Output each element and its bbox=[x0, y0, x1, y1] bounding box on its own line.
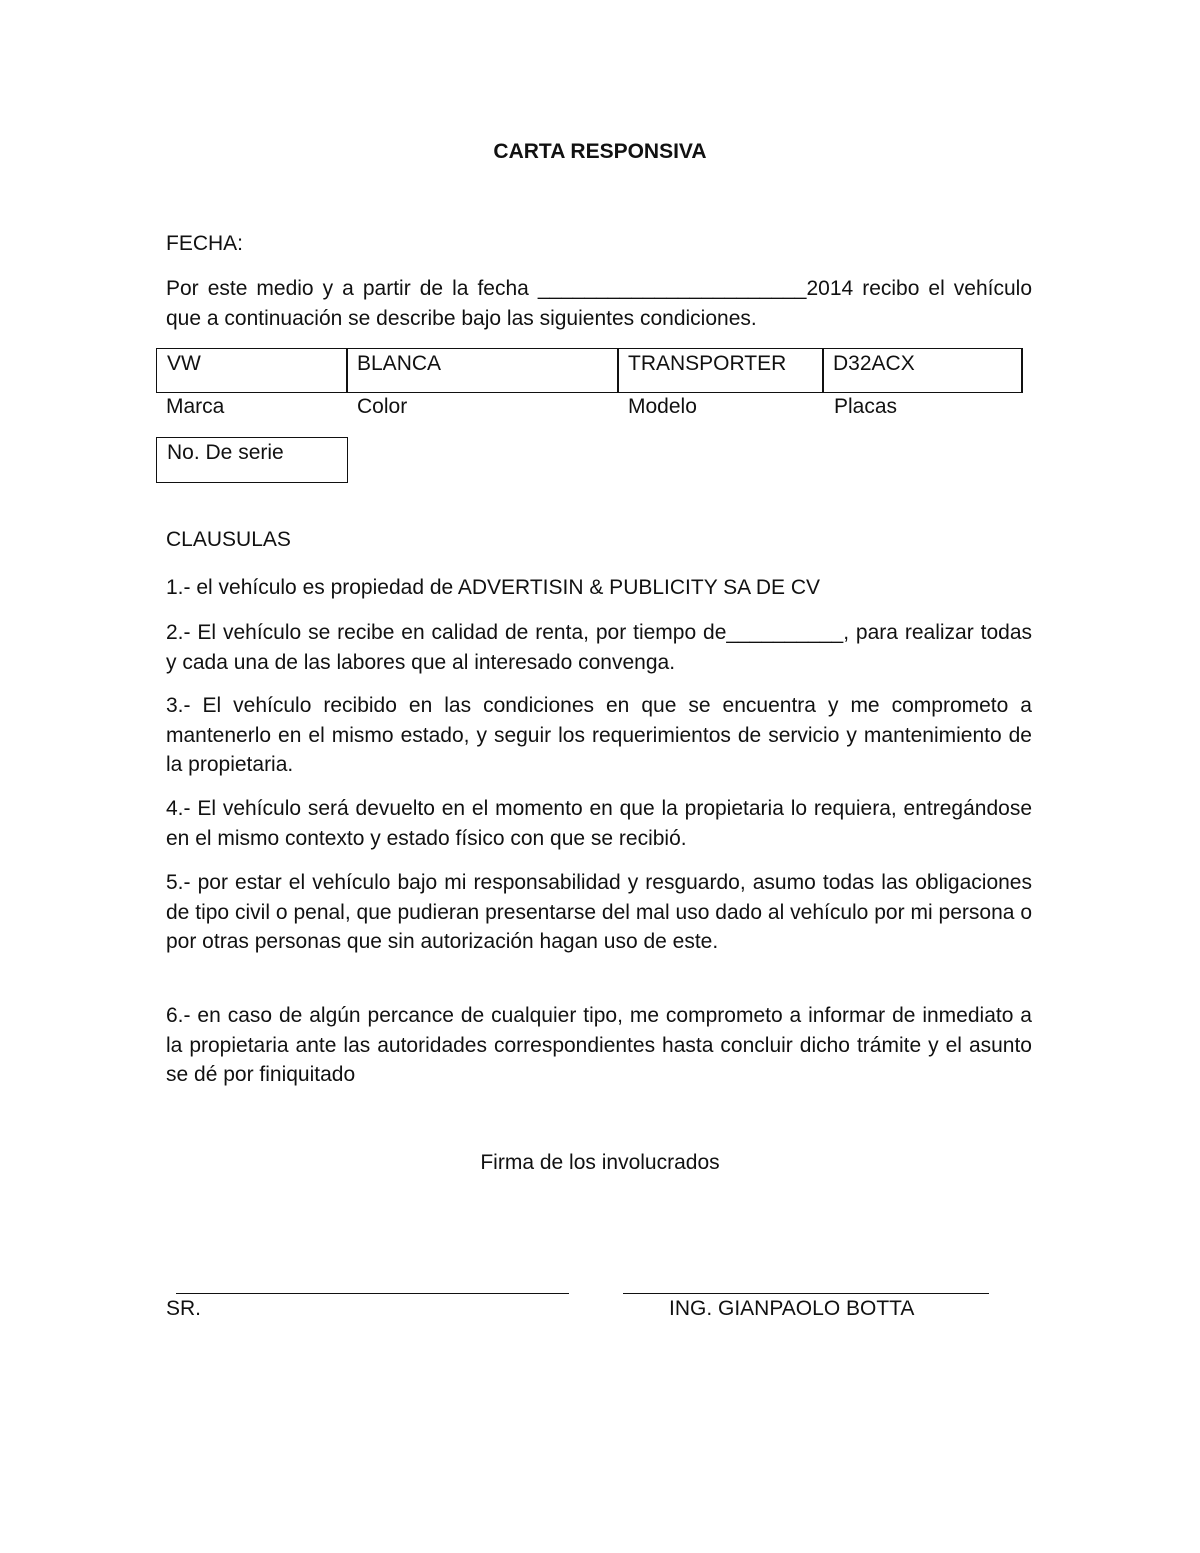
fecha-label: FECHA: bbox=[166, 232, 244, 255]
vehicle-modelo-cell bbox=[617, 348, 824, 393]
serie-label: No. De serie bbox=[167, 441, 284, 464]
clausulas-heading: CLAUSULAS bbox=[166, 528, 291, 551]
signature-line-right bbox=[623, 1293, 989, 1294]
intro-paragraph: Por este medio y a partir de la fecha _______________________2014 recibo el vehículo que a continuación se describe bajo las siguientes condiciones. bbox=[166, 277, 1032, 330]
vehicle-marca-cell bbox=[156, 348, 348, 393]
signature-name-right: ING. GIANPAOLO BOTTA bbox=[669, 1297, 915, 1320]
vehicle-marca-value: VW bbox=[167, 352, 201, 375]
vehicle-placas-value: D32ACX bbox=[833, 352, 915, 375]
vehicle-placas-label: Placas bbox=[834, 395, 898, 418]
clause-6: 6.- en caso de algún percance de cualquier tipo, me comprometo a informar de inmediato a la propietaria ante las autoridades correspondientes hasta concluir dicho trámite y el asunto se dé por finiquitado bbox=[166, 1004, 1032, 1086]
document-title: CARTA RESPONSIVA bbox=[493, 140, 707, 163]
vehicle-placas-cell bbox=[822, 348, 1023, 393]
clause-3: 3.- El vehículo recibido en las condiciones en que se encuentra y me comprometo a mantenerlo en el mismo estado, y seguir los requerimientos de servicio y mantenimiento de la propietaria. bbox=[166, 694, 1032, 776]
clause-1: 1.- el vehículo es propiedad de ADVERTISIN & PUBLICITY SA DE CV bbox=[166, 576, 821, 599]
clause-2: 2.- El vehículo se recibe en calidad de renta, por tiempo de__________, para realizar todas y cada una de las labores que al interesado convenga. bbox=[166, 621, 1032, 674]
clause-4: 4.- El vehículo será devuelto en el momento en que la propietaria lo requiera, entregándose en el mismo contexto y estado físico con que se recibió. bbox=[166, 797, 1032, 850]
vehicle-marca-label: Marca bbox=[166, 395, 225, 418]
vehicle-color-label: Color bbox=[357, 395, 408, 418]
vehicle-color-value: BLANCA bbox=[357, 352, 442, 375]
signature-line-left bbox=[176, 1293, 569, 1294]
signature-name-left: SR. bbox=[166, 1297, 202, 1320]
vehicle-modelo-label: Modelo bbox=[628, 395, 697, 418]
serie-box bbox=[156, 437, 348, 483]
vehicle-modelo-value: TRANSPORTER bbox=[628, 352, 787, 375]
clause-5: 5.- por estar el vehículo bajo mi responsabilidad y resguardo, asumo todas las obligaciones de tipo civil o penal, que pudieran presentarse del mal uso dado al vehículo por mi persona o por otras personas que sin autorización hagan uso de este. bbox=[166, 871, 1032, 953]
vehicle-color-cell bbox=[346, 348, 619, 393]
signature-heading: Firma de los involucrados bbox=[480, 1151, 720, 1174]
